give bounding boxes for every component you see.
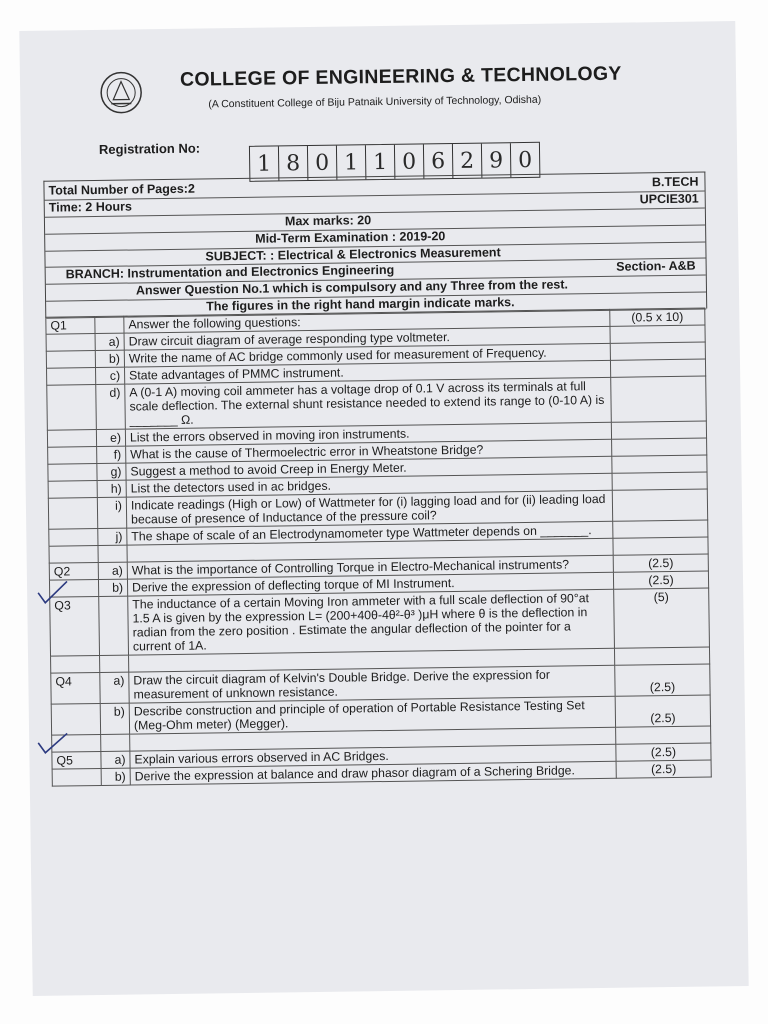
question-text: Derive the expression at balance and draw phasor diagram of a Schering Bridge.: [130, 761, 616, 785]
exam-time: Time: 2 Hours: [48, 199, 132, 215]
instruction-marks: The figures in the right hand margin indicate marks.: [206, 295, 515, 314]
sub-label: c): [96, 367, 125, 384]
registration-digit: 1: [250, 146, 279, 180]
registration-digit: 6: [424, 144, 453, 178]
question-text: Suggest a method to avoid Creep in Energy Meter.: [126, 456, 612, 480]
marks: (2.5): [615, 695, 710, 727]
program: B.TECH: [651, 174, 699, 190]
question-text: What is the cause of Thermoelectric error in Wheatstone Bridge?: [126, 439, 612, 463]
sub-label: a): [98, 562, 127, 579]
marks: (0.5 x 10): [610, 308, 705, 326]
question-text: The inductance of a certain Moving Iron ammeter with a full scale deflection of 90°at 1.5 A is given by the expression L= (200+40θ-4θ²-θ³ )μH where θ is the deflection in radian from the zero position . Estimate the angular deflection of the pointer for a current of 1A.: [128, 589, 615, 655]
question-text: List the detectors used in ac bridges.: [126, 473, 612, 497]
question-number: [48, 498, 97, 530]
table-row: [50, 588, 710, 656]
question-number: [46, 351, 95, 369]
marks: (2.5): [616, 743, 711, 761]
registration-digit: 8: [279, 146, 308, 180]
question-text: State advantages of PMMC instrument.: [125, 360, 611, 384]
sub-label: d): [96, 384, 126, 429]
course-code: UPCIE301: [639, 191, 699, 207]
question-paper: [19, 21, 748, 996]
question-number: Q1: [46, 317, 95, 335]
questions-table: [45, 307, 711, 786]
question-text: Write the name of AC bridge commonly used for measurement of Frequency.: [124, 343, 610, 367]
question-number: [49, 528, 98, 546]
marks: [610, 325, 705, 343]
branch: BRANCH: Instrumentation and Electronics Engineering: [65, 262, 395, 282]
marks: [612, 438, 707, 456]
marks: (2.5): [615, 664, 710, 696]
college-name: COLLEGE OF ENGINEERING & TECHNOLOGY: [179, 62, 622, 91]
marks: (5): [614, 588, 710, 648]
exam-name: Mid-Term Examination : 2019-20: [255, 229, 446, 246]
question-text: Draw circuit diagram of average responding type voltmeter.: [124, 326, 610, 350]
instruction-compulsory: Answer Question No.1 which is compulsory and any Three from the rest.: [135, 277, 569, 298]
sub-label: f): [97, 446, 126, 463]
marks: [612, 472, 707, 490]
max-marks: Max marks: 20: [284, 213, 372, 229]
marks: [610, 359, 705, 377]
sub-label: e): [96, 429, 125, 446]
sub-label: a): [95, 333, 124, 350]
registration-digit: 0: [308, 146, 337, 180]
question-number: [48, 481, 97, 499]
college-logo: [98, 69, 145, 116]
marks: (2.5): [613, 571, 708, 589]
question-number: Q4: [51, 672, 100, 704]
sub-label: b): [101, 768, 130, 785]
sub-label: a): [100, 672, 129, 703]
exam-header-table: [43, 171, 707, 317]
question-text: The shape of scale of an Electrodynamometer type Wattmeter depends on _______.: [127, 521, 613, 545]
total-pages: Total Number of Pages:2: [48, 181, 195, 198]
marks: [611, 421, 706, 439]
marks: (2.5): [616, 760, 711, 778]
registration-digit: 1: [337, 145, 366, 179]
registration-label: Registration No:: [98, 140, 201, 157]
sub-label: j): [98, 528, 127, 545]
question-number: [47, 385, 97, 431]
question-number: [52, 768, 101, 786]
registration-digit: 0: [395, 144, 424, 178]
marks: [613, 520, 708, 538]
marks: [612, 455, 707, 473]
college-subtitle: (A Constituent College of Biju Patnaik University of Technology, Odisha): [208, 93, 542, 111]
sub-label: h): [97, 480, 126, 497]
marks: [611, 376, 707, 422]
question-number: Q3: [50, 596, 100, 656]
checkmark-icon: [35, 578, 71, 606]
sub-label: g): [97, 463, 126, 480]
question-number: [47, 368, 96, 386]
subject: SUBJECT: : Electrical & Electronics Measurement: [205, 245, 501, 264]
registration-digit: 0: [517, 147, 533, 173]
marks: [610, 342, 705, 360]
sub-label: b): [95, 350, 124, 367]
question-text: Indicate readings (High or Low) of Wattmeter for (i) lagging load and for (ii) leading load because of presence of Inductance of the pressure coil?: [126, 490, 612, 528]
sub-label: i): [97, 497, 126, 528]
question-number: Q2: [49, 562, 98, 580]
marks: [612, 489, 707, 521]
registration-digit: 1: [366, 145, 395, 179]
question-text: List the errors observed in moving iron instruments.: [125, 422, 611, 446]
sub-label: b): [100, 703, 129, 734]
question-text: Draw the circuit diagram of Kelvin's Double Bridge. Derive the expression for measurement of unknown resistance.: [129, 665, 615, 703]
checkmark-icon: [35, 730, 71, 758]
section: Section- A&B: [616, 258, 696, 274]
question-text: Describe construction and principle of operation of Portable Resistance Testing Set (Meg-Ohm meter) (Megger).: [129, 696, 615, 734]
sub-label: a): [101, 751, 130, 768]
question-text: A (0-1 A) moving coil ammeter has a voltage drop of 0.1 V across its terminals at full scale deflection. The external shunt resistance needed to extend its range to (0-10 A) is _______ Ω.: [125, 377, 612, 429]
question-number: [48, 464, 97, 482]
question-number: Q5: [52, 751, 101, 769]
marks: (2.5): [613, 554, 708, 572]
sub-label: [99, 596, 129, 655]
question-text: What is the importance of Controlling Torque in Electro-Mechanical instruments?: [127, 555, 613, 579]
question-number: [46, 334, 95, 352]
sub-label: [95, 316, 124, 333]
registration-digit: 2: [453, 144, 482, 178]
question-number: [47, 430, 96, 448]
question-text: Derive the expression of deflecting torque of MI Instrument.: [127, 572, 613, 596]
registration-digit: 9: [482, 143, 511, 177]
sub-label: b): [98, 579, 127, 596]
question-text: Answer the following questions:: [124, 309, 610, 333]
question-number: [48, 447, 97, 465]
question-text: Explain various errors observed in AC Bridges.: [130, 744, 616, 768]
